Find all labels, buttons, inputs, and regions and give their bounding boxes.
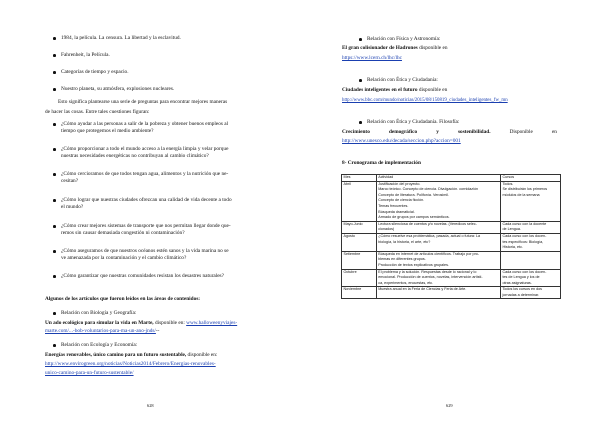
- article-link-line: [45, 370, 134, 377]
- question-item: ¿Cómo ayudar a las personas a salir de la pobreza y obtener buenos empleos al tiempo que protegemos el medio ambiente?: [61, 121, 228, 135]
- courses-cell: Cada curso con los docen- tes de Lengua y los de otras asignaturas.: [500, 269, 560, 287]
- column-header: Cursos: [500, 175, 560, 182]
- month-cell: Noviembre: [342, 287, 377, 299]
- table-row: [342, 221, 561, 233]
- activity-cell: Lectura silenciosa de cuentos y/o novelas. (Veredicos selec- cionados): [376, 221, 500, 233]
- article-link-line: [342, 138, 461, 145]
- table-row: [342, 233, 561, 251]
- activity-cell: Muestra anual en la Feria de Ciencias y Feria de Arte.: [376, 287, 500, 299]
- courses-cell: Todos los cursos en dos jornadas a determinar.: [500, 287, 560, 299]
- article-link[interactable]: marte.com/...-bob-voluntarios-para-ma-un-ano-jnds/: [45, 328, 156, 334]
- month-cell: Octubre: [342, 269, 377, 287]
- table-row: [342, 287, 561, 299]
- question-item: ¿Cómo crear mejores sistemas de transporte que nos permitan llegar donde que- remos sin causar demasiada congestión ni contaminación?: [61, 223, 231, 237]
- table-header-row: [342, 175, 561, 182]
- activity-cell: Justificación del proyecto. Marco teórico. Concepto de ciencia. Divulgación. cornidazión Concepto de literatura. Polifonía. Verosimil. Concepto de ciencia ficción. Temas frecuentes. Búsqueda dramaticial. Armado de grupos por campos semánticos.: [376, 181, 500, 221]
- question-item: ¿Cómo aseguramos de que nuestros océanos estén sanos y la vida marina no se ve amenazada por la contaminación y el cambio climático?: [61, 248, 229, 262]
- activity-cell: Búsqueda en internet de artículos científicos. Trabajo por pro- blemas en diferentes grupos. Producción de textos explicativos grupales.: [376, 251, 500, 269]
- table-row: [342, 269, 561, 287]
- column-header: Mes: [342, 175, 377, 182]
- article-link[interactable]: http://www.bbc.com/mundo/noticias/2015/08/150819_ciudades_inteligentes_fw_mn: [342, 98, 508, 103]
- page-number: 629: [446, 403, 453, 408]
- article-link-line: [342, 55, 402, 62]
- article-reference: Ciudades inteligentes en el futuro disponible en: [342, 87, 448, 93]
- courses-cell: [500, 251, 560, 269]
- list-item: Relación con Biología y Geografía:: [61, 310, 136, 317]
- article-reference: Un ado ecológico para simular la vida en Marte, disponible en: www.halloweenyviajes-: [45, 320, 238, 326]
- question-item: ¿Cómo proporcionar a todo el mundo acceso a la energía limpia y velar porque nuestras necesidades energéticas no contribuyan al cambio climático?: [61, 146, 228, 160]
- article-reference: El gran colisionador de Hadrones disponible en: [342, 45, 448, 51]
- courses-cell: Cada curso con la docente de Lengua.: [500, 221, 560, 233]
- month-cell: Abril: [342, 181, 377, 221]
- article-link[interactable]: http://www.envirogreen.org/noticias/Noticias2014/Febrero/Energias-renovables-: [45, 361, 216, 367]
- question-item: ¿Cómo garantizar que nuestras comunidades resistan los desastres naturales?: [61, 273, 224, 280]
- article-link[interactable]: http://www.unesco.edu/decada/seccion.php?accion=001: [342, 138, 461, 144]
- list-item: Relación con Ética y Ciudadanía:: [367, 77, 438, 84]
- courses-cell: Cada curso con los docen- tes específicos: Biología, Historia, etc.: [500, 233, 560, 251]
- column-header: Actividad: [376, 175, 500, 182]
- courses-cell: Todos. Se distribuirán los primeros módulos de la semana: [500, 181, 560, 221]
- list-item: Nuestro planeta, su atmósfera, explosiones nucleares.: [61, 86, 174, 93]
- activity-cell: El problema y la solución. Respuestas desde lo racional y lo emocional. Producción de cuentos, novelas, intervención artísti- ca, experimentos, encuestas, etc.: [376, 269, 500, 287]
- month-cell: Agosto: [342, 233, 377, 251]
- page-number: 628: [147, 403, 154, 408]
- article-link[interactable]: www.halloweenyviajes-: [186, 320, 238, 326]
- section-title: 8- Cronograma de implementación: [342, 160, 421, 166]
- activity-cell: ¿Cómo resuelve esa problemática, pasada, actual o futura: La biología, la historia, el arte, etc?: [376, 233, 500, 251]
- list-item: Relación con Física y Astronomía:: [367, 36, 440, 43]
- list-item: 1984, la película. La censura. La libertad y la esclavitud.: [61, 35, 181, 42]
- article-reference: Energías renovables, único camino para un futuro sustentable, disponible en:: [45, 352, 218, 358]
- article-link[interactable]: unico-camino-para-un-futuro-sustentable/: [45, 370, 134, 376]
- article-reference: Crecimiento demográfico y sostenibilidad. Disponible en: [342, 129, 557, 135]
- articles-heading: Algunos de los artículos que fueron leídos en las áreas de contenidos:: [45, 296, 201, 302]
- question-item: ¿Cómo lograr que nuestras ciudades ofrezcan una calidad de vida decente a todo el mundo?: [61, 197, 232, 211]
- article-link-line: [342, 97, 508, 104]
- paragraph-line: Esto significa plantearse una serie de preguntas para encontrar mejores maneras: [58, 99, 228, 105]
- list-item: Relación con Ecología y Economía:: [61, 342, 137, 349]
- list-item: Fahrenheit, la Película.: [61, 52, 110, 59]
- question-item: ¿Cómo cercioramos de que todos tengan agua, alimentos y la nutrición que ne- cesitan?: [61, 171, 228, 185]
- paragraph-line: de hacer las cosas. Entre tales cuestiones figuran:: [45, 109, 150, 115]
- schedule-table: [341, 174, 561, 299]
- list-item: Relación con Ética y Ciudadanía. Filosofía:: [367, 119, 459, 126]
- table-row: [342, 251, 561, 269]
- article-link-line: [45, 361, 216, 368]
- month-cell: Setiembre: [342, 251, 377, 269]
- article-reference-cont: marte.com/...-bob-voluntarios-para-ma-un-ano-jnds/--: [45, 328, 160, 334]
- month-cell: Mayo-Junio: [342, 221, 377, 233]
- table-row: [342, 181, 561, 221]
- article-link[interactable]: https://www.lcern.ch/lhc/lhc: [342, 55, 402, 61]
- list-item: Categorías de tiempo y espacio.: [61, 69, 129, 76]
